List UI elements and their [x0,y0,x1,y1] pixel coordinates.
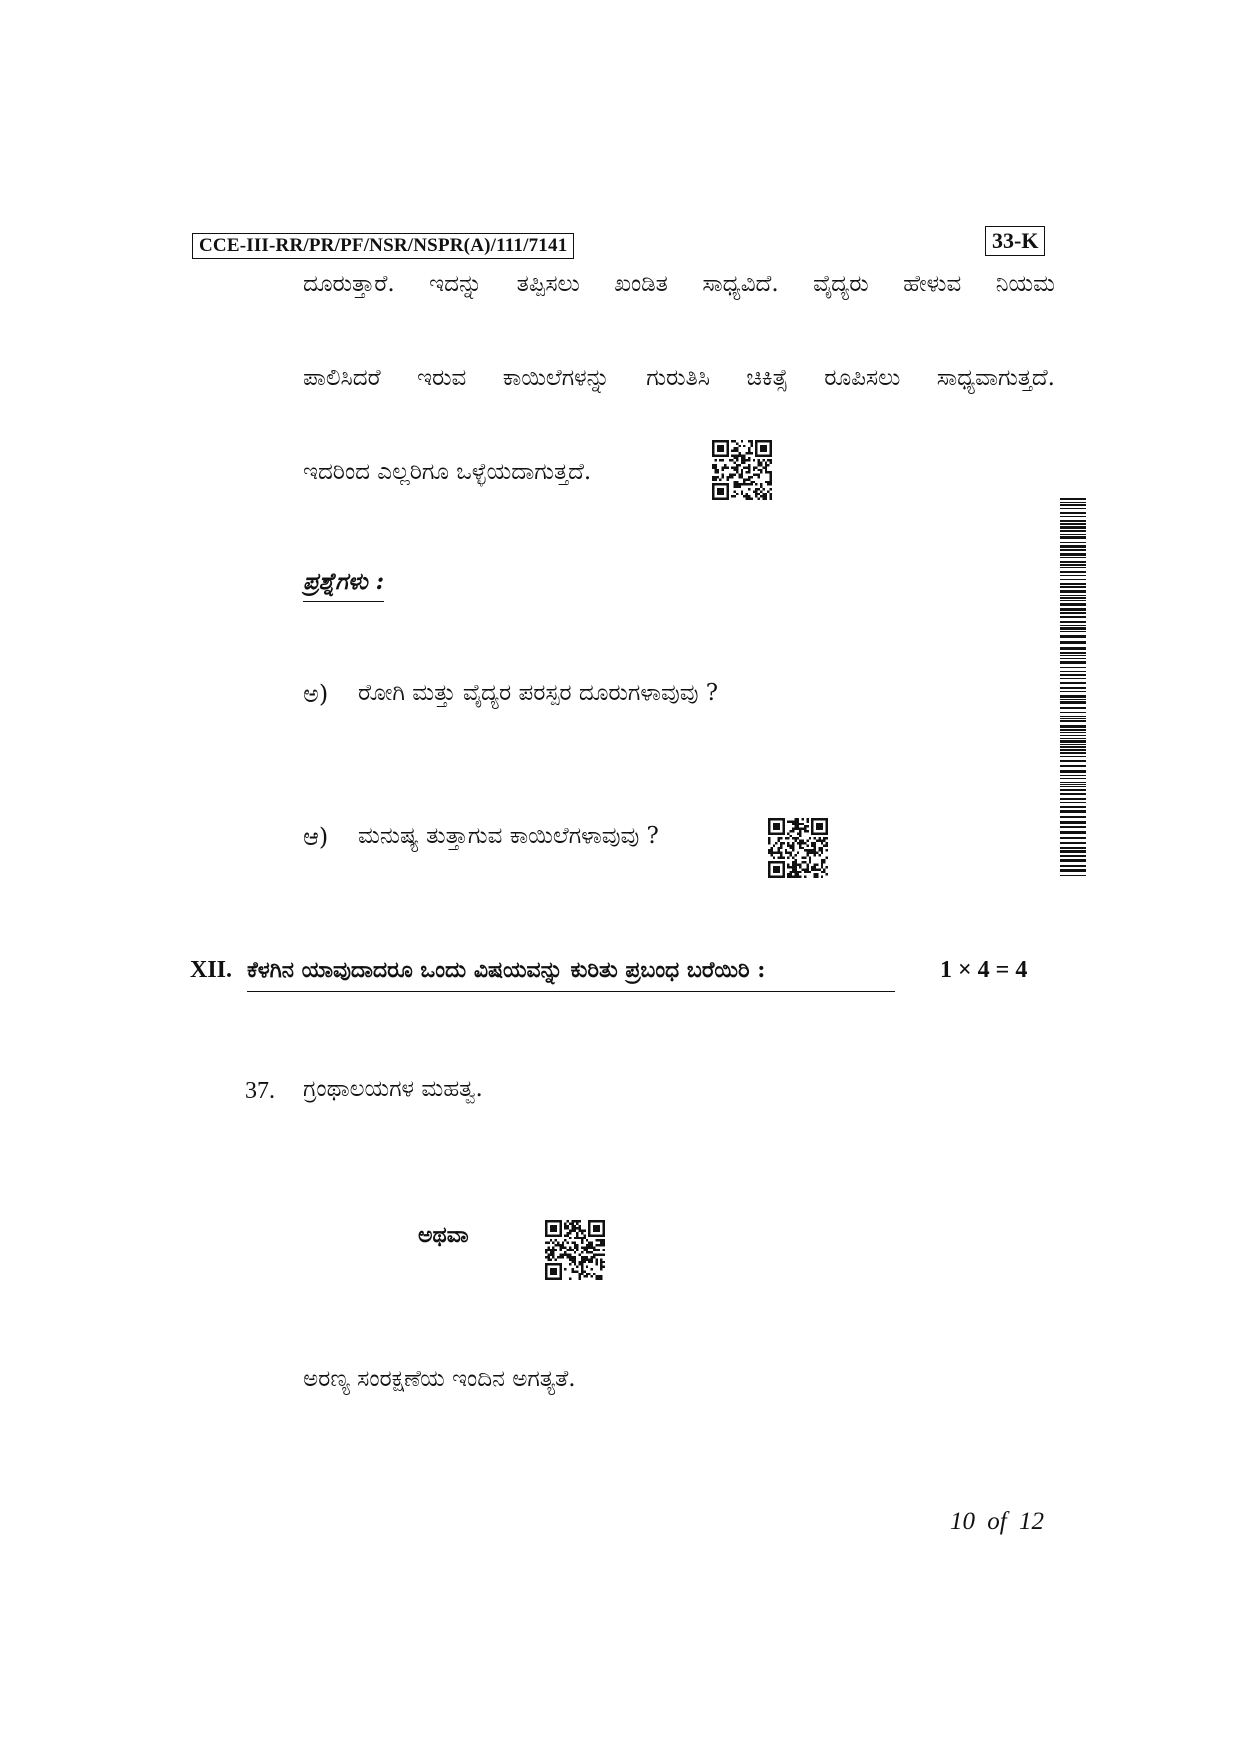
passage-line-2: ಪಾಲಿಸಿದರೆ ಇರುವ ಕಾಯಿಲೆಗಳನ್ನು ಗುರುತಿಸಿ ಚಿಕಿತ್ಸೆ ರೂಪಿಸಲು ಸಾಧ್ಯವಾಗುತ್ತದೆ. [303,365,1055,391]
question-text-b: ಮನುಷ್ಯ ತುತ್ತಾಗುವ ಕಾಯಿಲೆಗಳಾವುವು ? [358,823,659,849]
essay-option-1: ಗ್ರಂಥಾಲಯಗಳ ಮಹತ್ವ. [303,1076,483,1102]
question-text-a: ರೋಗಿ ಮತ್ತು ವೈದ್ಯರ ಪರಸ್ಪರ ದೂರುಗಳಾವುವು ? [358,680,719,706]
section-number: XII. [190,957,233,983]
paper-tag: 33-K [985,226,1045,256]
qr-code-icon [768,818,828,878]
question-marker-a: ಅ) [303,680,329,708]
passage-line-1: ದೂರುತ್ತಾರೆ. ಇದನ್ನು ತಪ್ಪಿಸಲು ಖಂಡಿತ ಸಾಧ್ಯವಿದೆ. ವೈದ್ಯರು ಹೇಳುವ ನಿಯಮ [303,271,1055,297]
or-label: ಅಥವಾ [418,1222,469,1248]
passage-line-3: ಇದರಿಂದ ಎಲ್ಲರಿಗೂ ಒಳ್ಳೆಯದಾಗುತ್ತದೆ. [303,459,592,485]
question-marker-b: ಆ) [303,823,329,851]
exam-code: CCE-III-RR/PR/PF/NSR/NSPR(A)/111/7141 [192,233,574,259]
qr-code-icon [545,1220,605,1280]
qr-code-icon [712,440,772,500]
section-title: ಕೆಳಗಿನ ಯಾವುದಾದರೂ ಒಂದು ವಿಷಯವನ್ನು ಕುರಿತು ಪ್ರಬಂಧ ಬರೆಯಿರಿ : [247,957,895,992]
question-number: 37. [245,1078,275,1104]
barcode-icon [1060,498,1086,878]
page-number: 10 of 12 [950,1508,1044,1535]
essay-option-2: ಅರಣ್ಯ ಸಂರಕ್ಷಣೆಯ ಇಂದಿನ ಅಗತ್ಯತೆ. [303,1366,576,1392]
questions-heading: ಪ್ರಶ್ನೆಗಳು : [303,568,384,602]
section-marks: 1 × 4 = 4 [940,957,1028,983]
